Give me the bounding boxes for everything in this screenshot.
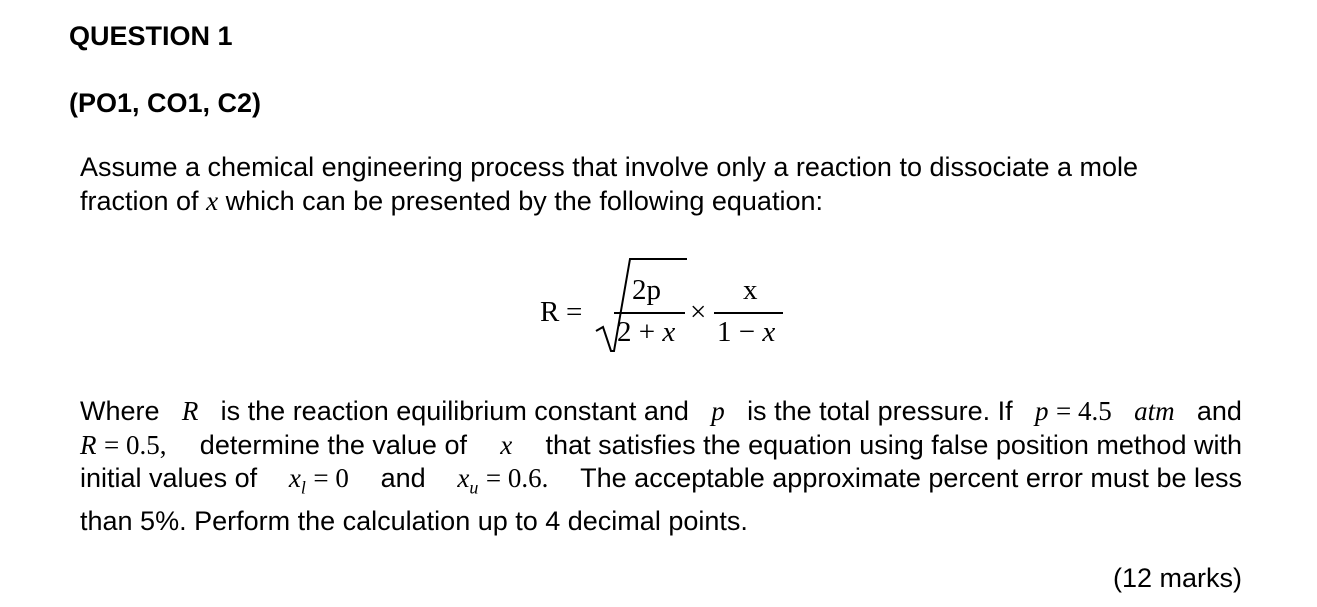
equation-lhs: R xyxy=(540,296,560,328)
body-paragraph xyxy=(80,395,1242,538)
fraction1-numerator: 2p xyxy=(632,274,661,306)
question-title: QUESTION 1 xyxy=(69,21,233,51)
fraction1-bar xyxy=(614,312,685,314)
equation-equals: = xyxy=(566,296,583,328)
question-codes: (PO1, CO1, C2) xyxy=(69,88,262,118)
body-line-1: Where R is the reaction equilibrium constant and p is the total pressure. If p = 4.5 atm and xyxy=(80,396,1242,426)
fraction2-numerator: x xyxy=(743,274,758,306)
intro-line-1: Assume a chemical engineering process that involve only a reaction to dissociate a mole xyxy=(80,152,1139,182)
fraction1-denominator: 2 + x xyxy=(617,316,676,348)
body-line-4: than 5%. Perform the calculation up to 4 decimal points. xyxy=(80,505,748,536)
body-line-3: initial values of $x_l = 0$ and $x_u = 0.6$. The acceptable approximate percent error must be less xyxy=(80,463,1242,498)
body-line-2: R = 0.5, determine the value of x that satisfies the equation using false position method with xyxy=(80,429,1242,460)
times-sign: × xyxy=(690,296,707,328)
marks-label: (12 marks) xyxy=(1112,563,1242,593)
fraction2-denominator: 1 − x xyxy=(717,316,776,348)
fraction2-bar xyxy=(714,312,783,314)
intro-line-2: fraction of x which can be presented by the following equation: xyxy=(80,185,823,216)
